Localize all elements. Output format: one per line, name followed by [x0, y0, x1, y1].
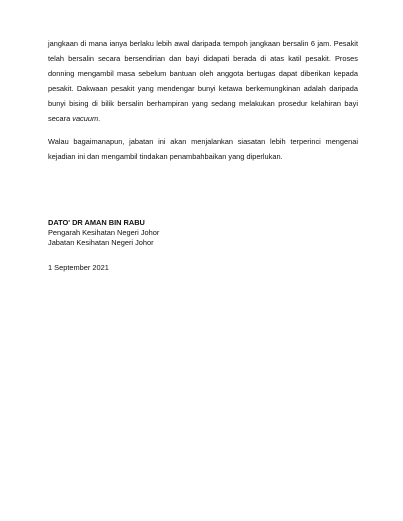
signatory-name: DATO' DR AMAN BIN RABU — [48, 218, 145, 227]
letter-page — [48, 36, 358, 273]
paragraph-1-text: jangkaan di mana ianya berlaku lebih awal daripada tempoh jangkaan bersalin 6 jam. Pesakit telah bersalin secara bersendirian dan bayi didapati berada di atas katil pesakit. Proses donning mengambil masa sebelum bantuan oleh anggota bertugas dapat diberikan kepada pesakit. Dakwaan pesakit yang mendengar bunyi ketawa berkemungkinan adalah daripada bunyi bising di bilik bersalin berhampiran yang sedang melakukan prosedur kelahiran bayi secara — [48, 39, 358, 123]
paragraph-investigation: Walau bagaimanapun, jabatan ini akan menjalankan siasatan lebih terperinci mengenai kejadian ini dan mengambil tindakan penambahbaikan yang diperlukan. — [48, 137, 358, 161]
signatory-title: Pengarah Kesihatan Negeri Johor — [48, 228, 160, 237]
paragraph-1-italic-term: vacuum — [72, 114, 99, 123]
paragraph-1-end: . — [98, 114, 101, 123]
letter-date: 1 September 2021 — [48, 263, 109, 272]
signature-block — [48, 218, 358, 248]
paragraph-incident-details — [48, 36, 358, 126]
signatory-department: Jabatan Kesihatan Negeri Johor — [48, 238, 154, 247]
